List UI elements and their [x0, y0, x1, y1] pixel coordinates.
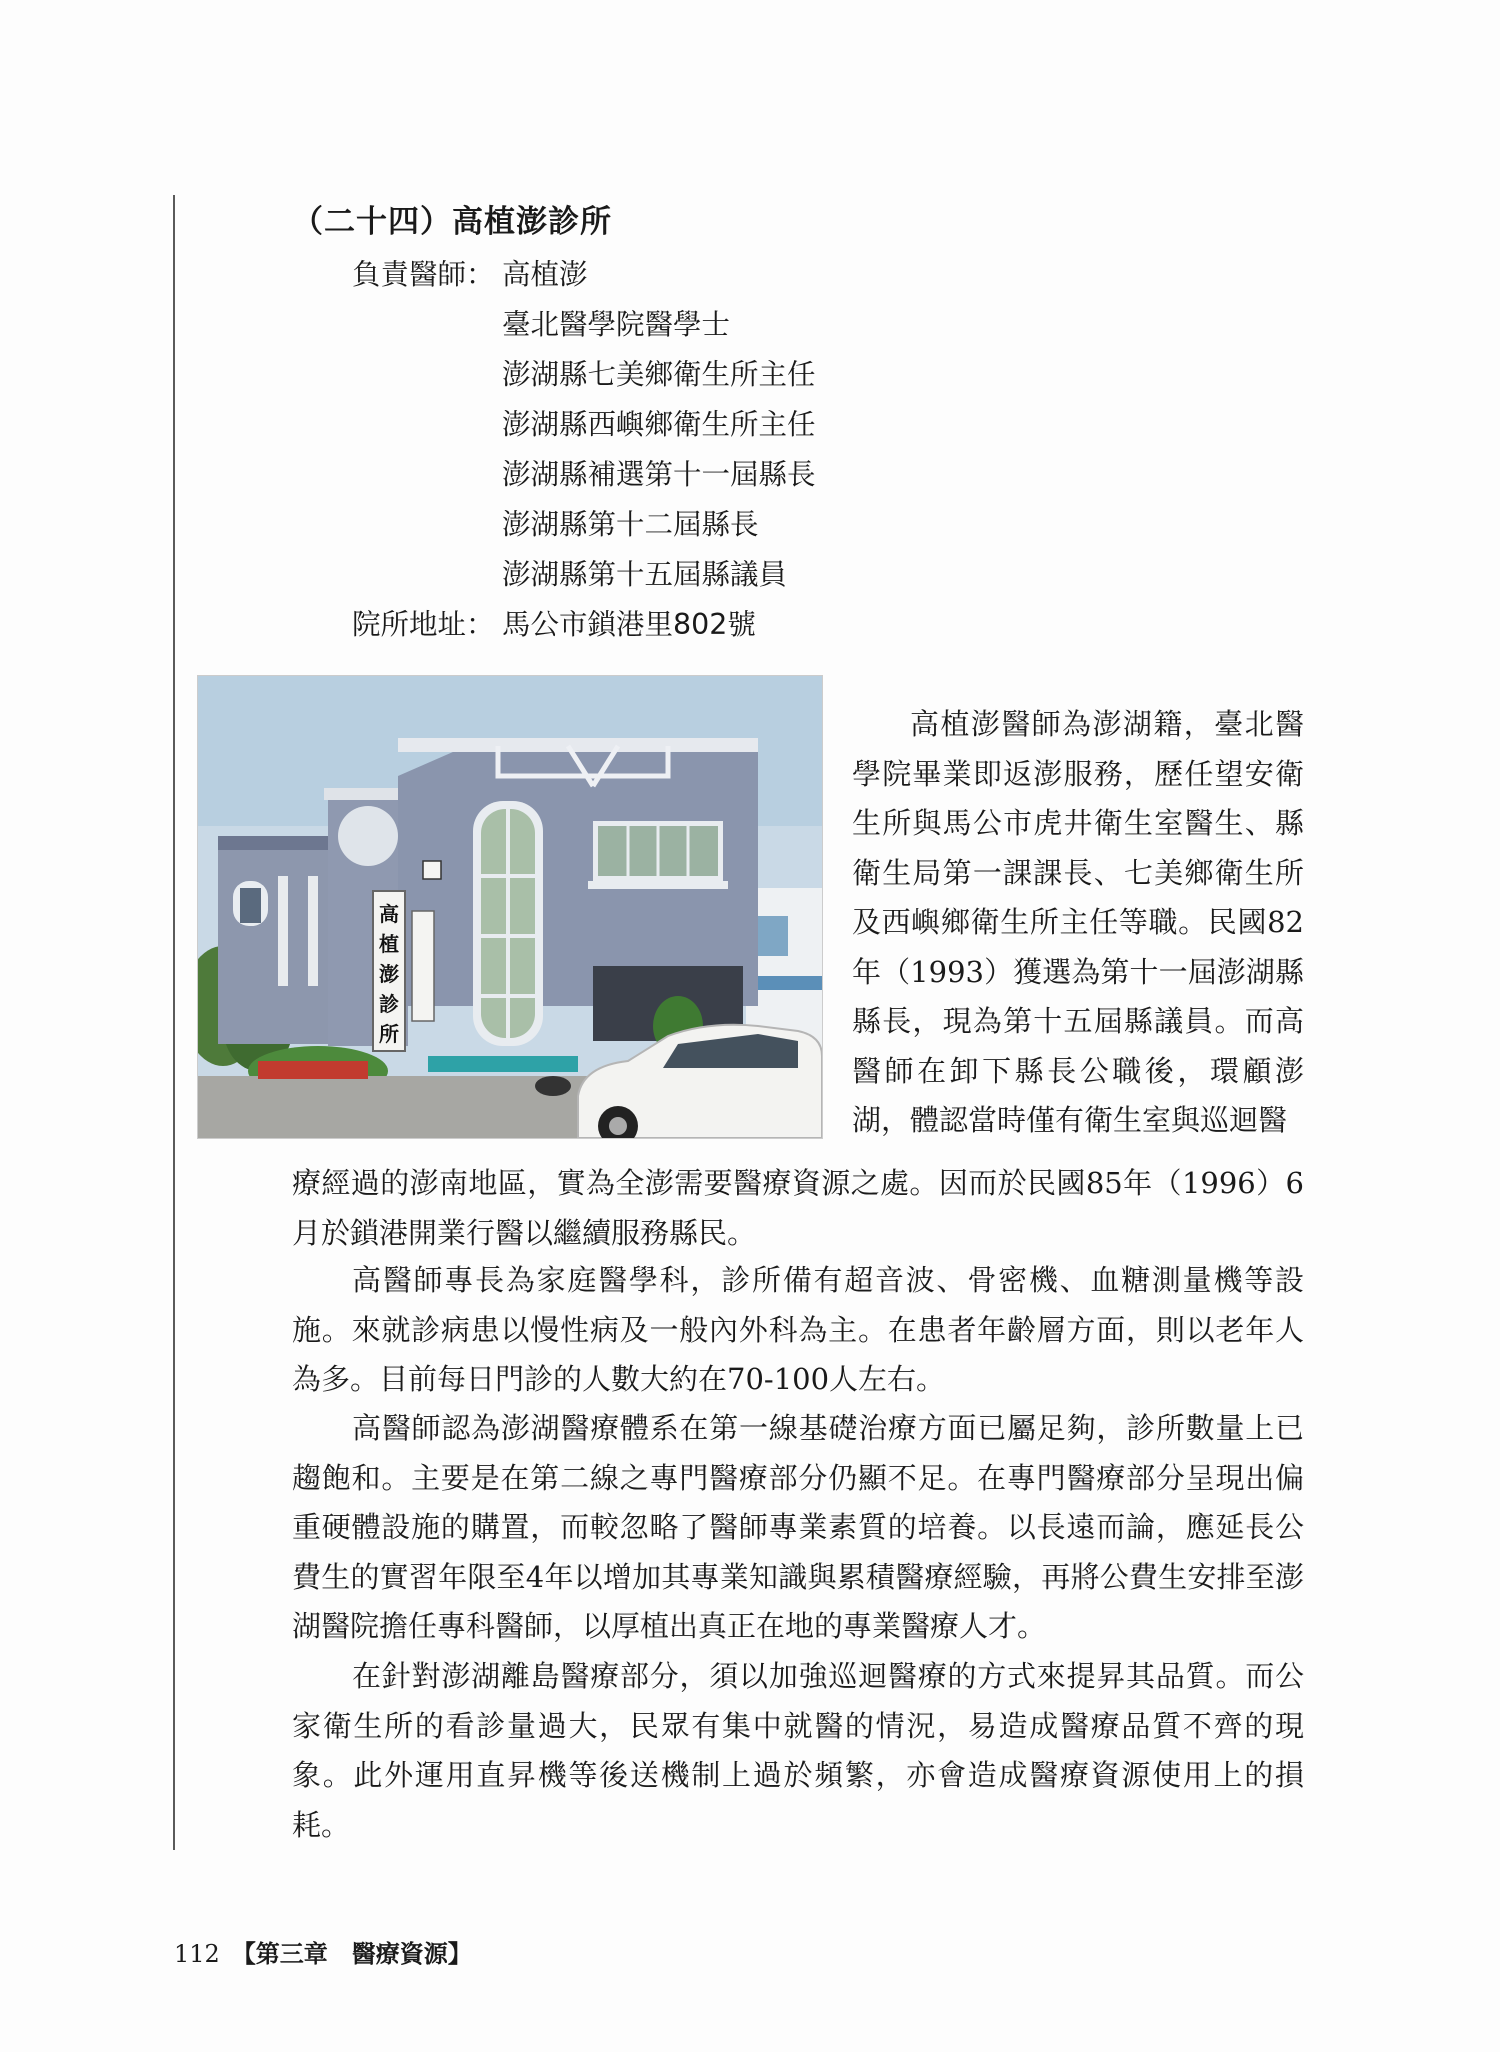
paragraph-4: 在針對澎湖離島醫療部分，須以加強巡迴醫療的方式來提昇其品質。而公家衛生所的看診量過大，民眾有集中就醫的情況，易造成醫療品質不齊的現象。此外運用直昇機等後送機制上過於頻繁，亦會造成醫療資源使用上的損耗。	[292, 1659, 1304, 1842]
credential-item: 澎湖縣第十二屆縣長	[502, 508, 759, 541]
section-heading: （二十四）高植澎診所	[292, 204, 612, 240]
sign-char: 所	[379, 1022, 399, 1046]
doctor-line	[352, 252, 588, 293]
address-label: 院所地址：	[352, 608, 495, 641]
chapter-title: 【第三章 醫療資源】	[231, 1939, 472, 1968]
credential-item: 澎湖縣七美鄉衛生所主任	[502, 358, 816, 391]
sign-char: 診	[379, 992, 399, 1016]
sign-char: 澎	[379, 962, 399, 986]
doctor-label: 負責醫師：	[352, 258, 495, 291]
clinic-photo	[197, 675, 823, 1139]
page-footer	[174, 1934, 472, 1969]
paragraph-3: 高醫師認為澎湖醫療體系在第一線基礎治療方面已屬足夠，診所數量上已趨飽和。主要是在第二線之專門醫療部分仍顯不足。在專門醫療部分呈現出偏重硬體設施的購置，而較忽略了醫師專業素質的培養。以長遠而論，應延長公費生的實習年限至4年以增加其專業知識與累積醫療經驗，再將公費生安排至澎湖醫院擔任專科醫師，以厚植出真正在地的專業醫療人才。	[292, 1411, 1304, 1643]
address-value: 馬公市鎖港里802號	[502, 608, 756, 641]
credential-item: 臺北醫學院醫學士	[502, 308, 731, 341]
credential-item: 澎湖縣補選第十一屆縣長	[502, 458, 816, 491]
paragraph-1-wrap: 高植澎醫師為澎湖籍，臺北醫學院畢業即返澎服務，歷任望安衛生所與馬公市虎井衛生室醫生、縣衛生局第一課課長、七美鄉衛生所及西嶼鄉衛生所主任等職。民國82年（1993）獲選為第十一屆澎湖縣縣長，現為第十五屆縣議員。而高醫師在卸下縣長公職後，環顧澎湖，體認當時僅有衛生室與巡迴醫	[852, 707, 1304, 1137]
credential-item: 澎湖縣第十五屆縣議員	[502, 558, 788, 591]
sign-char: 植	[379, 932, 399, 956]
paragraph-1-continued: 療經過的澎南地區，實為全澎需要醫療資源之處。因而於民國85年（1996）6月於鎖港開業行醫以繼續服務縣民。	[292, 1166, 1304, 1250]
doctor-name: 高植澎	[502, 258, 588, 291]
margin-rule	[173, 195, 175, 1850]
address-line	[352, 602, 756, 643]
credential-item: 澎湖縣西嶼鄉衛生所主任	[502, 408, 816, 441]
paragraph-2: 高醫師專長為家庭醫學科，診所備有超音波、骨密機、血糖測量機等設施。來就診病患以慢性病及一般內外科為主。在患者年齡層方面，則以老年人為多。目前每日門診的人數大約在70-100人左右。	[292, 1263, 1304, 1396]
page-number: 112	[174, 1940, 220, 1968]
sign-char: 高	[379, 902, 399, 926]
